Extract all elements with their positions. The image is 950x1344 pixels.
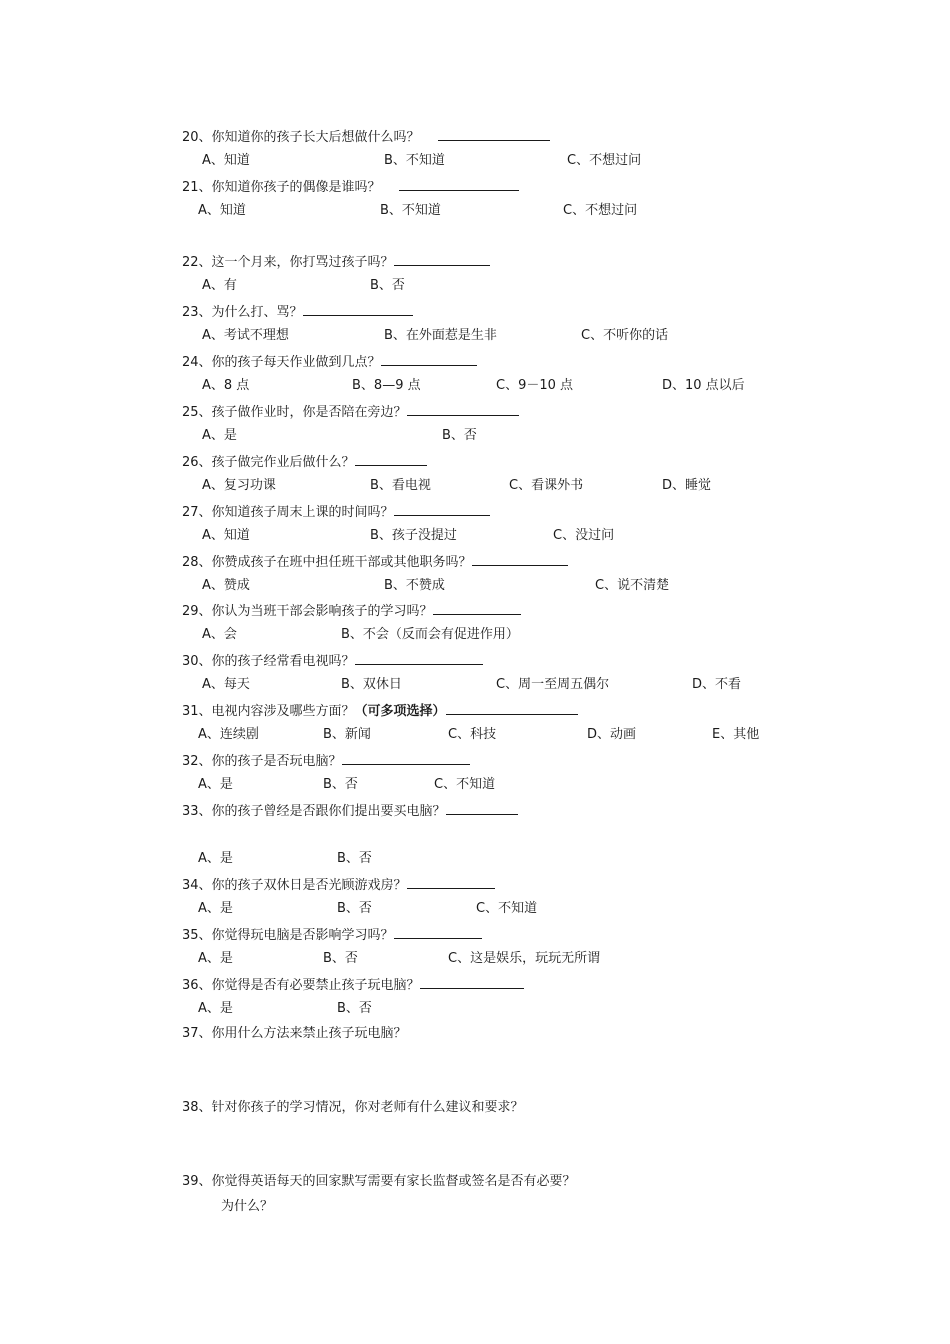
option[interactable]: B、不赞成 xyxy=(384,578,445,593)
option[interactable]: A、复习功课 xyxy=(202,478,276,493)
option[interactable]: D、10 点以后 xyxy=(662,378,745,393)
question-22: 22、这一个月来，你打骂过孩子吗？ xyxy=(182,252,490,272)
answer-blank[interactable] xyxy=(407,875,495,889)
option[interactable]: A、是 xyxy=(198,777,233,792)
option[interactable]: A、知道 xyxy=(202,528,250,543)
option[interactable]: A、赞成 xyxy=(202,578,250,593)
option[interactable]: C、说不清楚 xyxy=(595,578,670,593)
question-27: 27、你知道孩子周末上课的时间吗？ xyxy=(182,502,490,522)
answer-blank[interactable] xyxy=(438,127,550,141)
option[interactable]: B、不知道 xyxy=(380,203,441,218)
option[interactable]: B、否 xyxy=(323,951,358,966)
option[interactable]: C、不听你的话 xyxy=(581,328,669,343)
option[interactable]: B、在外面惹是生非 xyxy=(384,328,497,343)
option[interactable]: A、是 xyxy=(198,851,233,866)
option[interactable]: C、周一至周五偶尔 xyxy=(496,677,610,692)
question-20: 20、你知道你的孩子长大后想做什么吗？ xyxy=(182,127,550,147)
option[interactable]: D、动画 xyxy=(587,727,637,742)
option[interactable]: C、不知道 xyxy=(434,777,496,792)
option[interactable]: B、否 xyxy=(337,1001,372,1016)
question-30: 30、你的孩子经常看电视吗？ xyxy=(182,651,483,671)
answer-blank[interactable] xyxy=(381,352,477,366)
option[interactable]: A、考试不理想 xyxy=(202,328,289,343)
option[interactable]: C、不想过问 xyxy=(563,203,638,218)
answer-blank[interactable] xyxy=(446,801,518,815)
option[interactable]: A、连续剧 xyxy=(198,727,259,742)
question-21: 21、你知道你孩子的偶像是谁吗？ xyxy=(182,177,519,197)
question-24: 24、你的孩子每天作业做到几点？ xyxy=(182,352,477,372)
question-36: 36、你觉得是否有必要禁止孩子玩电脑？ xyxy=(182,975,524,995)
question-35: 35、你觉得玩电脑是否影响学习吗？ xyxy=(182,925,482,945)
option[interactable]: A、知道 xyxy=(202,153,250,168)
answer-blank[interactable] xyxy=(394,925,482,939)
option[interactable]: C、科技 xyxy=(448,727,497,742)
question-33: 33、你的孩子曾经是否跟你们提出要买电脑？ xyxy=(182,801,518,821)
option[interactable]: C、不知道 xyxy=(476,901,538,916)
answer-blank[interactable] xyxy=(446,701,578,715)
option[interactable]: B、看电视 xyxy=(370,478,431,493)
answer-blank[interactable] xyxy=(355,452,427,466)
option[interactable]: A、8 点 xyxy=(202,378,250,393)
answer-blank[interactable] xyxy=(355,651,483,665)
option[interactable]: A、是 xyxy=(198,901,233,916)
multi-select-note: （可多项选择） xyxy=(354,704,446,719)
question-25: 25、孩子做作业时，你是否陪在旁边？ xyxy=(182,402,519,422)
option[interactable]: C、9－10 点 xyxy=(496,378,574,393)
option[interactable]: B、否 xyxy=(370,278,405,293)
answer-blank[interactable] xyxy=(399,177,519,191)
option[interactable]: D、不看 xyxy=(692,677,742,692)
question-39-followup: 为什么？ xyxy=(221,1199,274,1214)
answer-blank[interactable] xyxy=(472,552,568,566)
question-32: 32、你的孩子是否玩电脑？ xyxy=(182,751,470,771)
option[interactable]: C、看课外书 xyxy=(509,478,584,493)
option[interactable]: C、不想过问 xyxy=(567,153,642,168)
answer-blank[interactable] xyxy=(394,252,490,266)
option[interactable]: A、每天 xyxy=(202,677,250,692)
option[interactable]: C、这是娱乐，玩玩无所谓 xyxy=(448,951,601,966)
option[interactable]: B、不知道 xyxy=(384,153,445,168)
option[interactable]: A、有 xyxy=(202,278,237,293)
option[interactable]: E、其他 xyxy=(712,727,760,742)
answer-blank[interactable] xyxy=(433,601,521,615)
question-39: 39、你觉得英语每天的回家默写需要有家长监督或签名是否有必要？ xyxy=(182,1174,576,1189)
answer-blank[interactable] xyxy=(303,302,413,316)
question-23: 23、为什么打、骂？ xyxy=(182,302,413,322)
option[interactable]: B、否 xyxy=(337,901,372,916)
option[interactable]: B、否 xyxy=(337,851,372,866)
answer-blank[interactable] xyxy=(342,751,470,765)
option[interactable]: B、新闻 xyxy=(323,727,371,742)
option[interactable]: A、会 xyxy=(202,627,237,642)
option[interactable]: C、没过问 xyxy=(553,528,615,543)
question-38: 38、针对你孩子的学习情况，你对老师有什么建议和要求？ xyxy=(182,1100,524,1115)
question-34: 34、你的孩子双休日是否光顾游戏房？ xyxy=(182,875,495,895)
option[interactable]: B、不会（反而会有促进作用） xyxy=(341,627,519,642)
option[interactable]: A、知道 xyxy=(198,203,246,218)
option[interactable]: A、是 xyxy=(198,1001,233,1016)
answer-blank[interactable] xyxy=(394,502,490,516)
option[interactable]: D、睡觉 xyxy=(662,478,712,493)
question-26: 26、孩子做完作业后做什么？ xyxy=(182,452,427,472)
option[interactable]: A、是 xyxy=(198,951,233,966)
question-28: 28、你赞成孩子在班中担任班干部或其他职务吗？ xyxy=(182,552,568,572)
option[interactable]: B、8—9 点 xyxy=(352,378,421,393)
option[interactable]: B、否 xyxy=(323,777,358,792)
question-37: 37、你用什么方法来禁止孩子玩电脑？ xyxy=(182,1026,407,1041)
answer-blank[interactable] xyxy=(420,975,524,989)
answer-blank[interactable] xyxy=(407,402,519,416)
question-31: 31、电视内容涉及哪些方面？（可多项选择） xyxy=(182,701,578,721)
option[interactable]: A、是 xyxy=(202,428,237,443)
question-29: 29、你认为当班干部会影响孩子的学习吗？ xyxy=(182,601,521,621)
option[interactable]: B、双休日 xyxy=(341,677,402,692)
option[interactable]: B、孩子没提过 xyxy=(370,528,457,543)
option[interactable]: B、否 xyxy=(442,428,477,443)
